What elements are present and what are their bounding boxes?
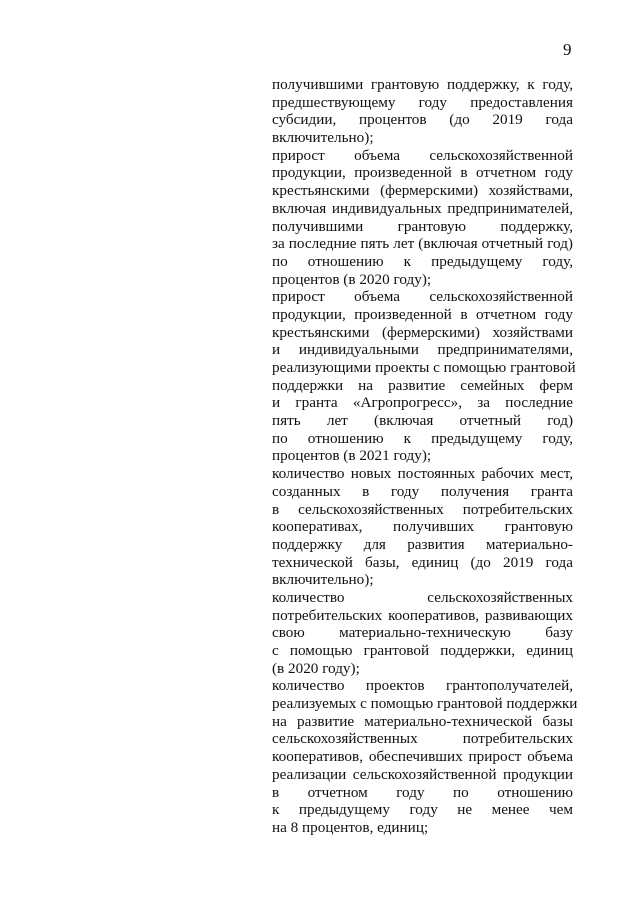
text-line: субсидии, процентов (до 2019 года xyxy=(272,111,573,129)
text-line: получившими грантовую поддержку, xyxy=(272,217,573,235)
text-line: кооперативах, получивших грантовую xyxy=(272,518,573,536)
text-line: включая индивидуальных предпринимателей, xyxy=(272,199,573,217)
text-line: технической базы, единиц (до 2019 года xyxy=(272,553,573,571)
text-line: в сельскохозяйственных потребительских xyxy=(272,500,573,518)
text-line: в отчетном году по отношению xyxy=(272,783,573,801)
text-line: по отношению к предыдущему году, xyxy=(272,252,573,270)
text-line: и индивидуальными предпринимателями, xyxy=(272,341,573,359)
text-line: поддержку для развития материально- xyxy=(272,535,573,553)
text-line: включительно); xyxy=(272,129,374,147)
text-line: количество новых постоянных рабочих мест, xyxy=(272,465,573,483)
text-line: созданных в году получения гранта xyxy=(272,482,573,500)
text-line: продукции, произведенной в отчетном году xyxy=(272,164,573,182)
text-line: пять лет (включая отчетный год) xyxy=(272,412,573,430)
page-number: 9 xyxy=(563,40,572,59)
text-line: на развитие материально-технической базы xyxy=(272,712,573,730)
text-line: предшествующему году предоставления xyxy=(272,93,573,111)
text-line: к предыдущему году не менее чем xyxy=(272,801,573,819)
text-line: за последние пять лет (включая отчетный год) xyxy=(272,235,573,253)
text-line: по отношению к предыдущему году, xyxy=(272,429,573,447)
text-line: включительно); xyxy=(272,571,374,589)
text-line: реализуемых с помощью грантовой поддержки xyxy=(272,695,578,713)
text-line: процентов (в 2020 году); xyxy=(272,270,432,288)
text-line: сельскохозяйственных потребительских xyxy=(272,730,573,748)
text-line: реализации сельскохозяйственной продукции xyxy=(272,765,573,783)
text-line: прирост объема сельскохозяйственной xyxy=(272,288,573,306)
text-line: (в 2020 году); xyxy=(272,659,360,677)
text-line: потребительских кооперативов, развивающих xyxy=(272,606,573,624)
text-line: с помощью грантовой поддержки, единиц xyxy=(272,642,573,659)
text-line: свою материально-техническую базу xyxy=(272,624,573,642)
text-line: и гранта «Агропрогресс», за последние xyxy=(272,394,573,412)
text-line: кооперативов, обеспечивших прирост объема xyxy=(272,748,573,766)
text-line: крестьянскими (фермерскими) хозяйствами, xyxy=(272,182,573,200)
text-line: количество проектов грантополучателей, xyxy=(272,677,573,695)
text-line: реализующими проекты с помощью грантовой xyxy=(272,359,576,376)
text-line: прирост объема сельскохозяйственной xyxy=(272,146,573,164)
text-line: крестьянскими (фермерскими) хозяйствами xyxy=(272,323,573,341)
text-line: на 8 процентов, единиц; xyxy=(272,818,429,836)
text-line: количество сельскохозяйственных xyxy=(272,588,573,606)
text-line: поддержки на развитие семейных ферм xyxy=(272,376,573,394)
document-text-column xyxy=(272,76,578,837)
text-line: получившими грантовую поддержку, к году, xyxy=(272,76,573,93)
text-line: процентов (в 2021 году); xyxy=(272,447,432,465)
text-line: продукции, произведенной в отчетном году xyxy=(272,305,573,323)
